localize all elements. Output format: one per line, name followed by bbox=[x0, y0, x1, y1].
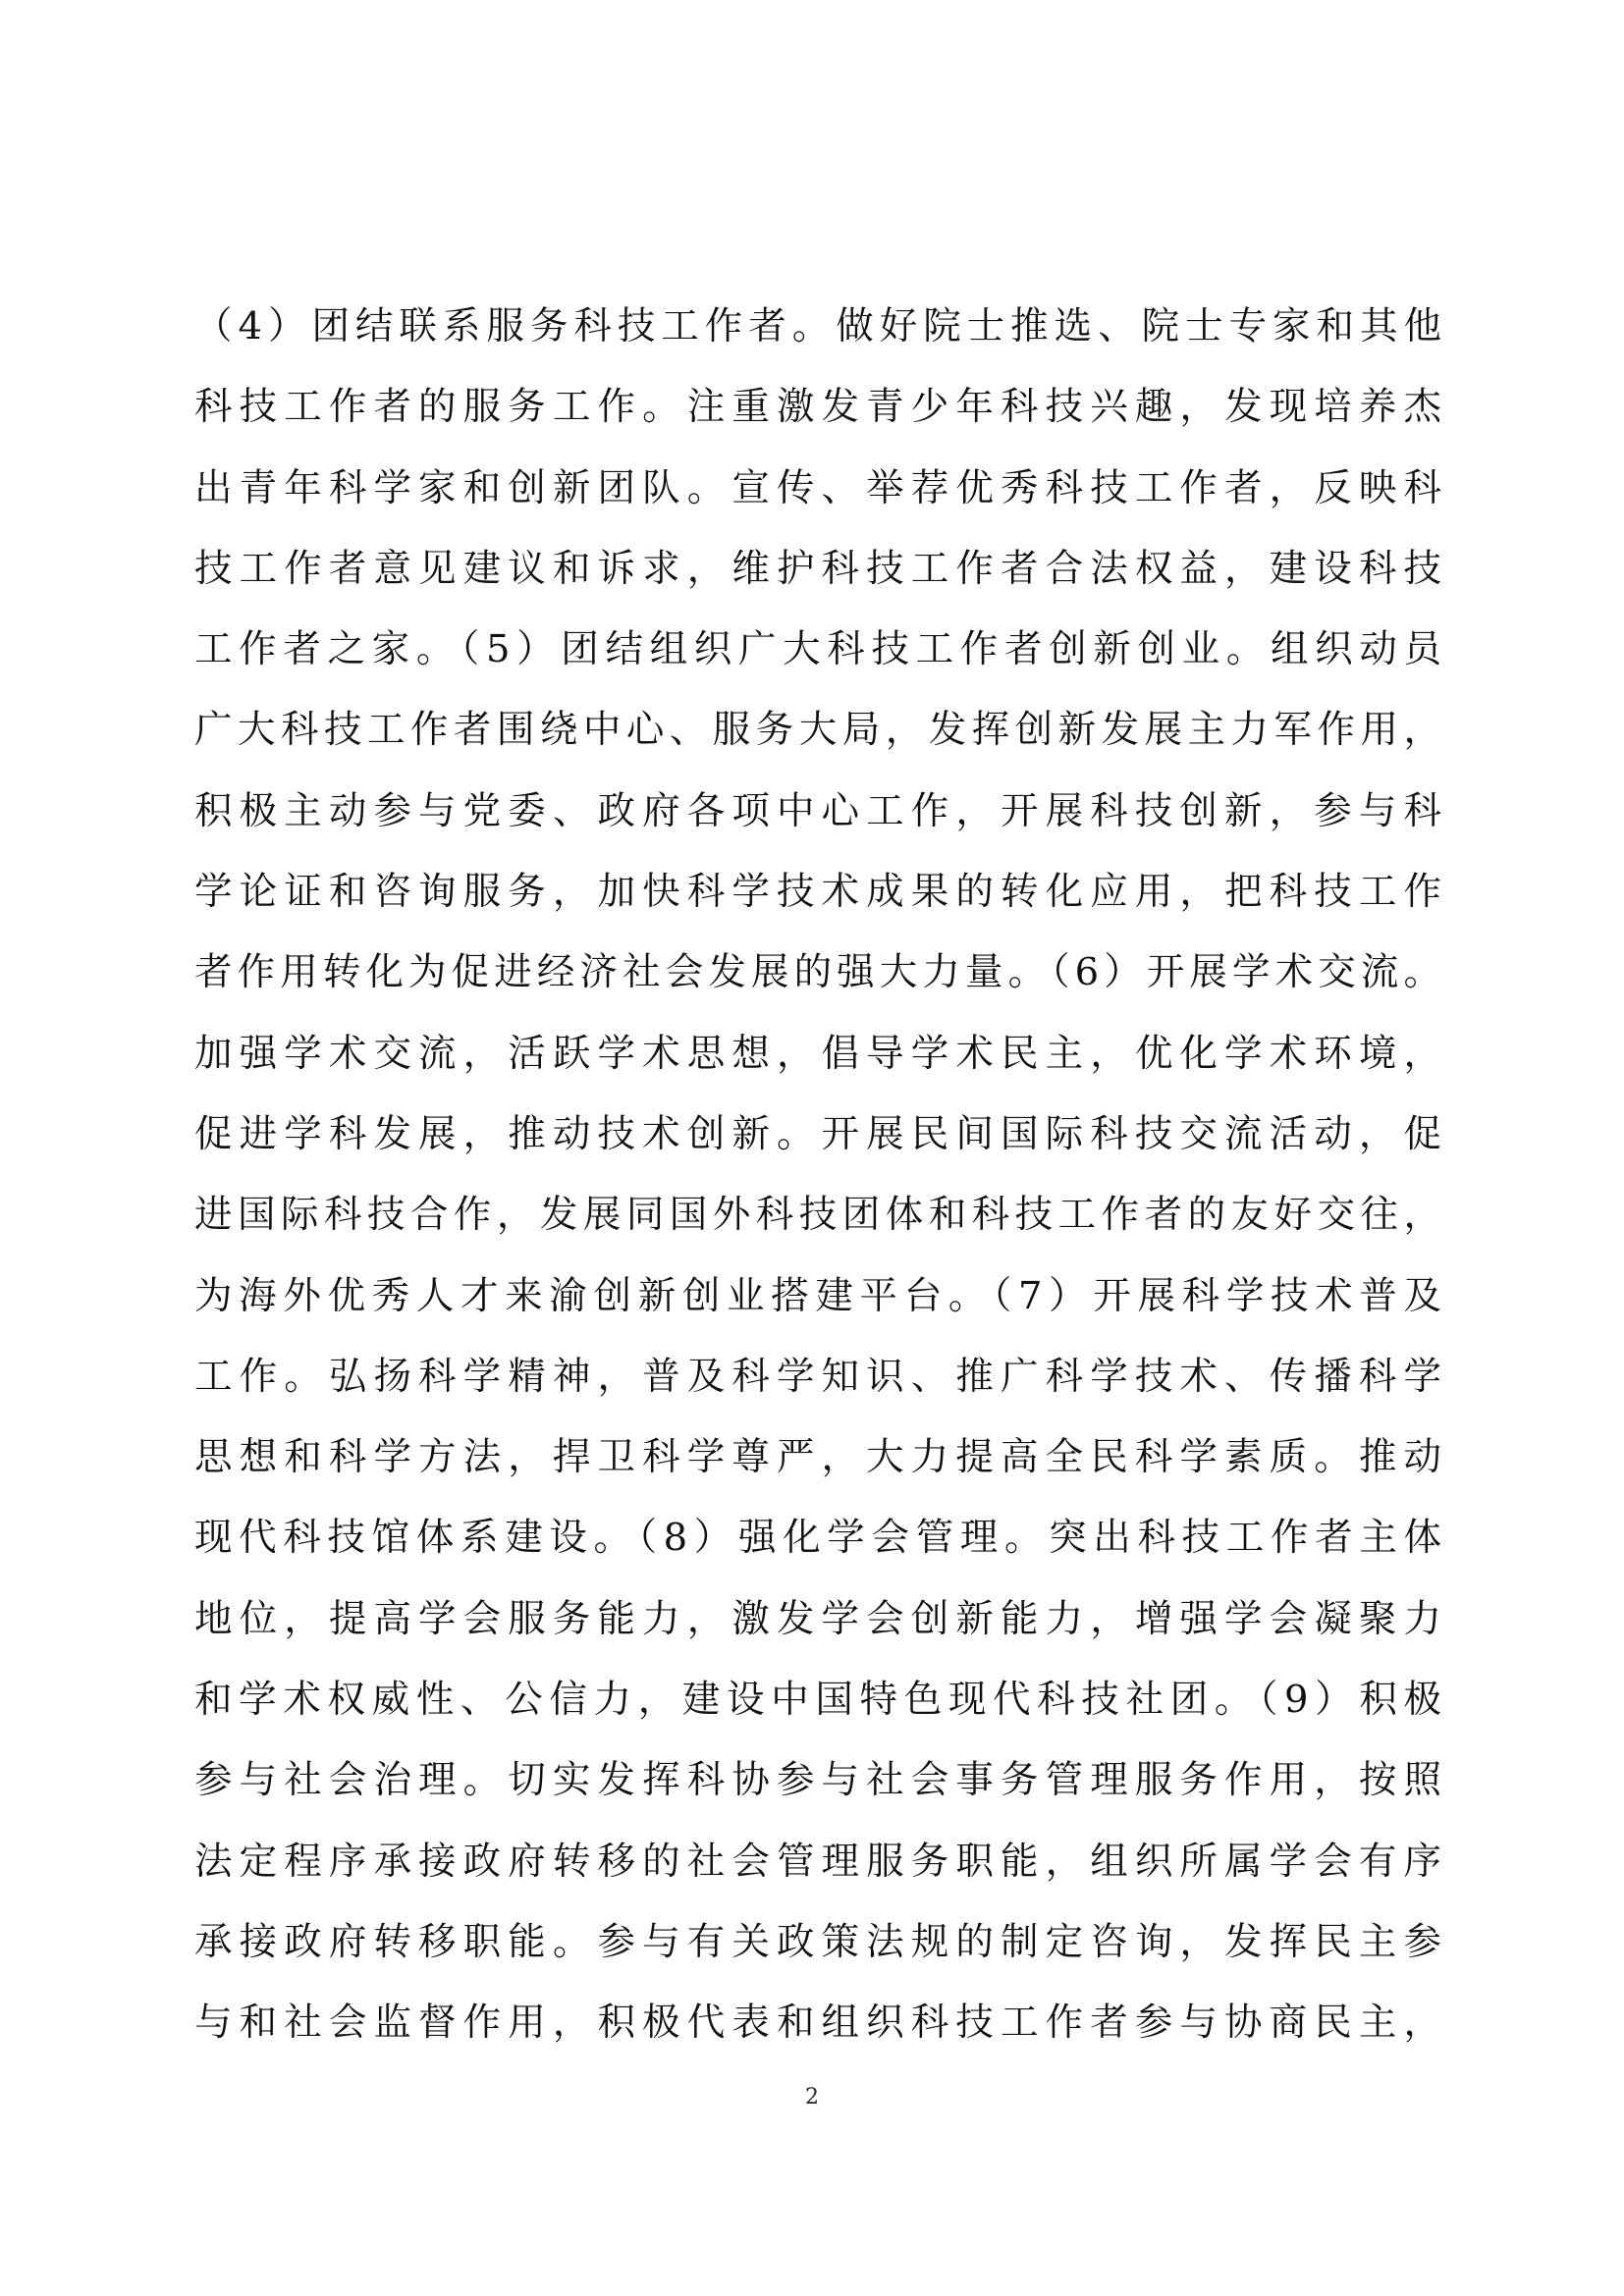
text-line: 工作者之家。（5）团结组织广大科技工作者创新创业。组织动员 bbox=[194, 627, 1441, 672]
text-line: 技工作者意见建议和诉求，维护科技工作者合法权益，建设科技 bbox=[194, 546, 1441, 591]
text-line: 地位，提高学会服务能力，激发学会创新能力，增强学会凝聚力 bbox=[194, 1596, 1441, 1641]
text-line: 参与社会治理。切实发挥科协参与社会事务管理服务作用，按照 bbox=[194, 1758, 1441, 1803]
text-line: （4）团结联系服务科技工作者。做好院士推选、院士专家和其他 bbox=[194, 304, 1441, 348]
page-number: 2 bbox=[805, 2085, 819, 2109]
text-line: 法定程序承接政府转移的社会管理服务职能，组织所属学会有序 bbox=[194, 1839, 1441, 1884]
text-line: 者作用转化为促进经济社会发展的强大力量。（6）开展学术交流。 bbox=[194, 950, 1441, 995]
text-line: 承接政府转移职能。参与有关政策法规的制定咨询，发挥民主参 bbox=[194, 1919, 1441, 1964]
text-line: 积极主动参与党委、政府各项中心工作，开展科技创新，参与科 bbox=[194, 788, 1441, 833]
text-line: 现代科技馆体系建设。（8）强化学会管理。突出科技工作者主体 bbox=[194, 1516, 1441, 1561]
text-line: 为海外优秀人才来渝创新创业搭建平台。（7）开展科学技术普及 bbox=[194, 1273, 1441, 1318]
text-line: 出青年科学家和创新团队。宣传、举荐优秀科技工作者，反映科 bbox=[194, 465, 1441, 510]
text-line: 思想和科学方法，捍卫科学尊严，大力提高全民科学素质。推动 bbox=[194, 1435, 1441, 1480]
text-line: 促进学科发展，推动技术创新。开展民间国际科技交流活动，促 bbox=[194, 1111, 1441, 1156]
body-text bbox=[194, 287, 1441, 2064]
text-line: 与和社会监督作用，积极代表和组织科技工作者参与协商民主， bbox=[194, 2001, 1441, 2046]
text-line: 学论证和咨询服务，加快科学技术成果的转化应用，把科技工作 bbox=[194, 870, 1441, 915]
text-line: 工作。弘扬科学精神，普及科学知识、推广科学技术、传播科学 bbox=[194, 1354, 1441, 1399]
text-line: 广大科技工作者围绕中心、服务大局，发挥创新发展主力军作用， bbox=[194, 708, 1441, 753]
text-line: 进国际科技合作，发展同国外科技团体和科技工作者的友好交往， bbox=[194, 1193, 1441, 1238]
text-line: 加强学术交流，活跃学术思想，倡导学术民主，优化学术环境， bbox=[194, 1031, 1441, 1076]
text-line: 和学术权威性、公信力，建设中国特色现代科技社团。（9）积极 bbox=[194, 1678, 1441, 1723]
text-line: 科技工作者的服务工作。注重激发青少年科技兴趣，发现培养杰 bbox=[194, 385, 1441, 430]
